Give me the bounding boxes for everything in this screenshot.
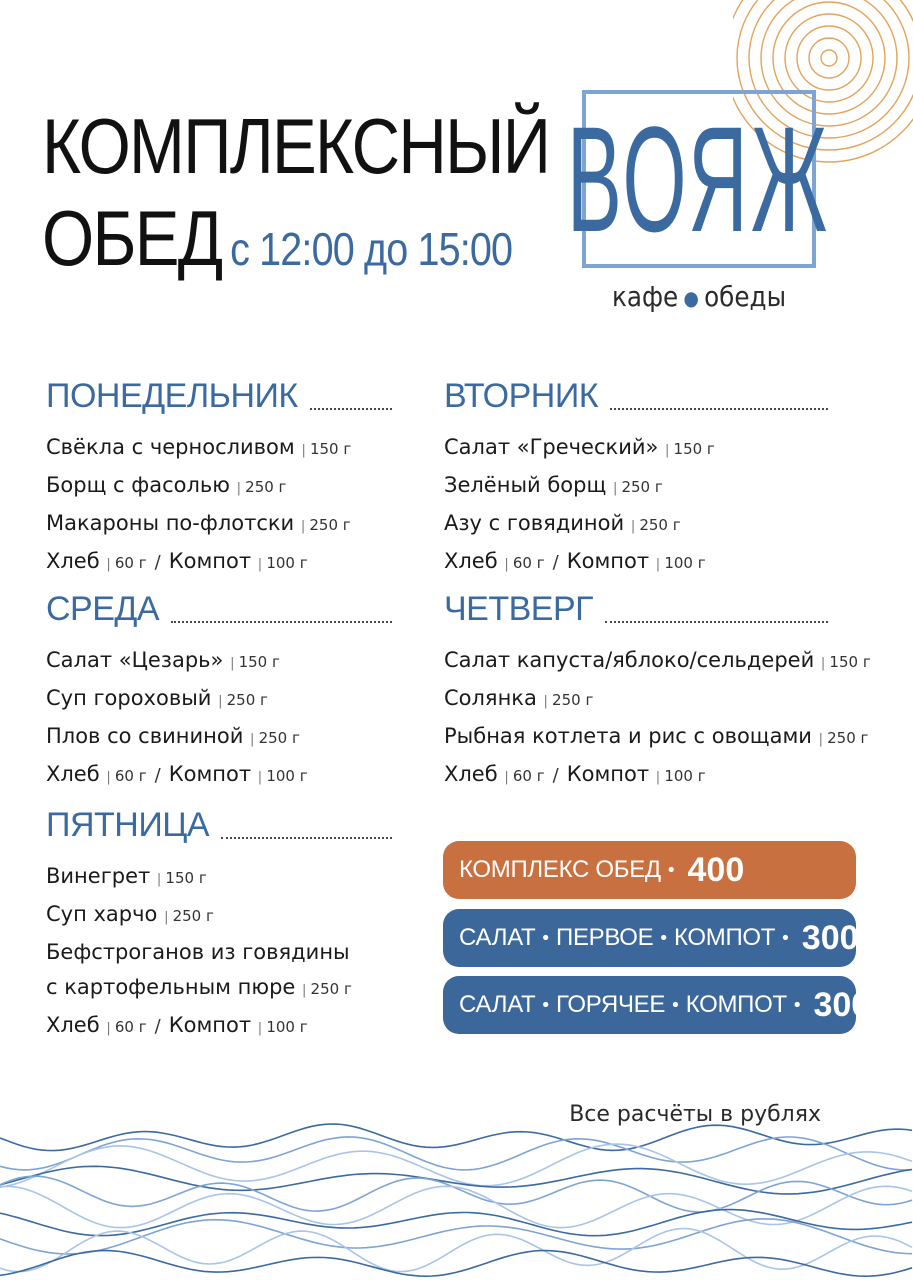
dish-list (444, 430, 828, 582)
day-monday (46, 374, 392, 582)
extra-name: Хлеб (444, 549, 505, 573)
dish-item (444, 506, 828, 544)
dish-list (46, 643, 392, 795)
offer-label: КОМПОТ (674, 924, 776, 951)
dish-name: Салат капуста/яблоко/сельдерей (444, 648, 821, 672)
extra-weight: | 60 г (106, 1018, 146, 1036)
dish-item (444, 681, 828, 719)
dish-weight: | 250 г (302, 980, 352, 998)
extra-name: Компот (168, 549, 258, 573)
ring-circle (785, 14, 873, 102)
tagline-lunches: обеды (704, 280, 787, 313)
dish-weight: | 150 г (301, 440, 351, 458)
day-heading (444, 587, 828, 629)
day-heading (46, 803, 392, 845)
offer-salad-first-compote (443, 909, 859, 967)
dish-item (46, 859, 392, 897)
dotted-leader (605, 620, 828, 623)
dish-item (444, 468, 828, 506)
dish-name: с картофельным пюре (46, 975, 303, 999)
bullet-icon: ● (683, 286, 699, 310)
extra-name: Компот (566, 549, 656, 573)
bullet-icon: • (665, 859, 677, 881)
dotted-leader (610, 407, 828, 410)
offer-label: ПЕРВОЕ (556, 924, 654, 951)
dish-item (46, 897, 392, 935)
dish-weight: | 250 г (631, 516, 681, 534)
dish-name: Свёкла с черносливом (46, 435, 302, 459)
dish-item (444, 643, 871, 681)
day-name: ВТОРНИК (444, 377, 599, 415)
title-line-1: КОМПЛЕКСНЫЙ (42, 102, 550, 190)
title-line-2: ОБЕД (42, 194, 222, 282)
extra-weight: | 60 г (504, 554, 544, 572)
dish-name: Зелёный борщ (444, 473, 613, 497)
extra-weight: | 100 г (656, 767, 706, 785)
dish-item (46, 506, 392, 544)
bullet-icon: • (791, 994, 803, 1016)
offer-label: САЛАТ (459, 991, 536, 1018)
day-name: ПЯТНИЦА (46, 806, 210, 844)
dish-name: Макароны по-флотски (46, 511, 301, 535)
day-name: ЧЕТВЕРГ (444, 590, 594, 628)
dish-item (444, 430, 828, 468)
extra-name: Хлеб (46, 1013, 107, 1037)
separator-slash: / (154, 765, 161, 786)
offer-salad-hot-compote (443, 976, 871, 1034)
extra-weight: | 60 г (504, 767, 544, 785)
separator-slash: / (154, 1016, 161, 1037)
dish-weight: | 250 г (237, 478, 287, 496)
extras-item (46, 757, 392, 795)
dish-name: Суп харчо (46, 902, 165, 926)
extra-weight: | 100 г (258, 767, 308, 785)
dish-name: Салат «Греческий» (444, 435, 666, 459)
wave-line (0, 1251, 912, 1277)
offer-price: 300 (813, 985, 871, 1024)
day-thursday (444, 587, 871, 795)
dish-name: Солянка (444, 686, 544, 710)
wave-pattern-decoration (0, 1120, 913, 1280)
bullet-icon: • (670, 994, 681, 1016)
extra-name: Хлеб (46, 762, 107, 786)
currency-footnote: Все расчёты в рублях (569, 1102, 821, 1127)
extra-name: Хлеб (46, 549, 107, 573)
dotted-leader (310, 407, 392, 410)
extra-weight: | 100 г (258, 1018, 308, 1036)
dish-name: Бефстроганов из говядины (46, 940, 350, 964)
dish-item (46, 681, 392, 719)
dish-weight: | 250 г (819, 729, 869, 747)
offer-label: КОМПЛЕКС ОБЕД (459, 856, 661, 883)
page-title (42, 100, 549, 295)
dish-weight: | 150 г (821, 653, 871, 671)
dish-weight: | 250 г (301, 516, 351, 534)
offer-complex-lunch (443, 841, 856, 899)
wave-line (0, 1210, 912, 1236)
wave-line (0, 1229, 912, 1272)
dish-item (46, 935, 392, 970)
day-name: СРЕДА (46, 590, 160, 628)
dotted-leader (221, 836, 392, 839)
offer-price: 300 (801, 918, 859, 957)
day-friday (46, 803, 392, 1046)
extras-item (444, 757, 828, 795)
day-heading (46, 587, 392, 629)
bullet-icon: • (780, 927, 791, 949)
extra-name: Компот (168, 1013, 258, 1037)
wave-line (0, 1137, 912, 1170)
dish-name: Рыбная котлета и рис с овощами (444, 724, 819, 748)
dish-name: Салат «Цезарь» (46, 648, 231, 672)
extra-weight: | 60 г (106, 767, 146, 785)
dish-weight: | 250 г (164, 907, 214, 925)
ring-circle (797, 26, 861, 90)
wave-line (0, 1144, 912, 1187)
offer-label: ГОРЯЧЕЕ (556, 991, 666, 1018)
bullet-icon: • (540, 927, 552, 949)
dish-name: Азу с говядиной (444, 511, 631, 535)
lunch-hours: с 12:00 до 15:00 (230, 223, 513, 275)
offer-price: 400 (687, 850, 745, 889)
extra-name: Хлеб (444, 762, 505, 786)
day-heading (46, 374, 392, 416)
dish-name: Борщ с фасолью (46, 473, 237, 497)
extra-name: Компот (566, 762, 656, 786)
separator-slash: / (552, 552, 559, 573)
dish-item (46, 430, 392, 468)
dish-item (46, 643, 392, 681)
dotted-leader (171, 620, 392, 623)
dish-name: Суп гороховый (46, 686, 219, 710)
logo-frame (567, 90, 831, 268)
dish-item (444, 719, 869, 757)
dish-name: Винегрет (46, 864, 157, 888)
bullet-icon: • (658, 927, 669, 949)
extras-item (444, 544, 828, 582)
logo-tagline (596, 280, 802, 313)
dish-list (46, 859, 392, 1046)
extra-weight: | 100 г (258, 554, 308, 572)
day-heading (444, 374, 828, 416)
dish-weight: | 150 г (230, 653, 280, 671)
day-tuesday (444, 374, 828, 582)
extra-weight: | 60 г (106, 554, 146, 572)
dish-weight: | 250 г (218, 691, 268, 709)
dish-item (46, 719, 392, 757)
dish-item (46, 468, 392, 506)
dish-weight: | 150 г (665, 440, 715, 458)
extra-weight: | 100 г (656, 554, 706, 572)
extra-name: Компот (168, 762, 258, 786)
extras-item (46, 1008, 392, 1046)
dish-weight: | 250 г (250, 729, 300, 747)
tagline-cafe: кафе (611, 280, 679, 313)
offer-label: КОМПОТ (685, 991, 787, 1018)
ring-circle (809, 38, 849, 78)
separator-slash: / (552, 765, 559, 786)
dish-list (46, 430, 392, 582)
dish-list (444, 643, 871, 795)
ring-circle (821, 50, 837, 66)
dish-name: Плов со свининой (46, 724, 251, 748)
bullet-icon: • (540, 994, 552, 1016)
extras-item (46, 544, 392, 582)
logo-wordmark: ВОЯЖ (567, 95, 831, 263)
dish-weight: | 250 г (544, 691, 594, 709)
offer-label: САЛАТ (459, 924, 536, 951)
separator-slash: / (154, 552, 161, 573)
dish-item (46, 970, 392, 1008)
day-wednesday (46, 587, 392, 795)
dish-weight: | 250 г (613, 478, 663, 496)
day-name: ПОНЕДЕЛЬНИК (46, 377, 298, 415)
dish-weight: | 150 г (157, 869, 207, 887)
